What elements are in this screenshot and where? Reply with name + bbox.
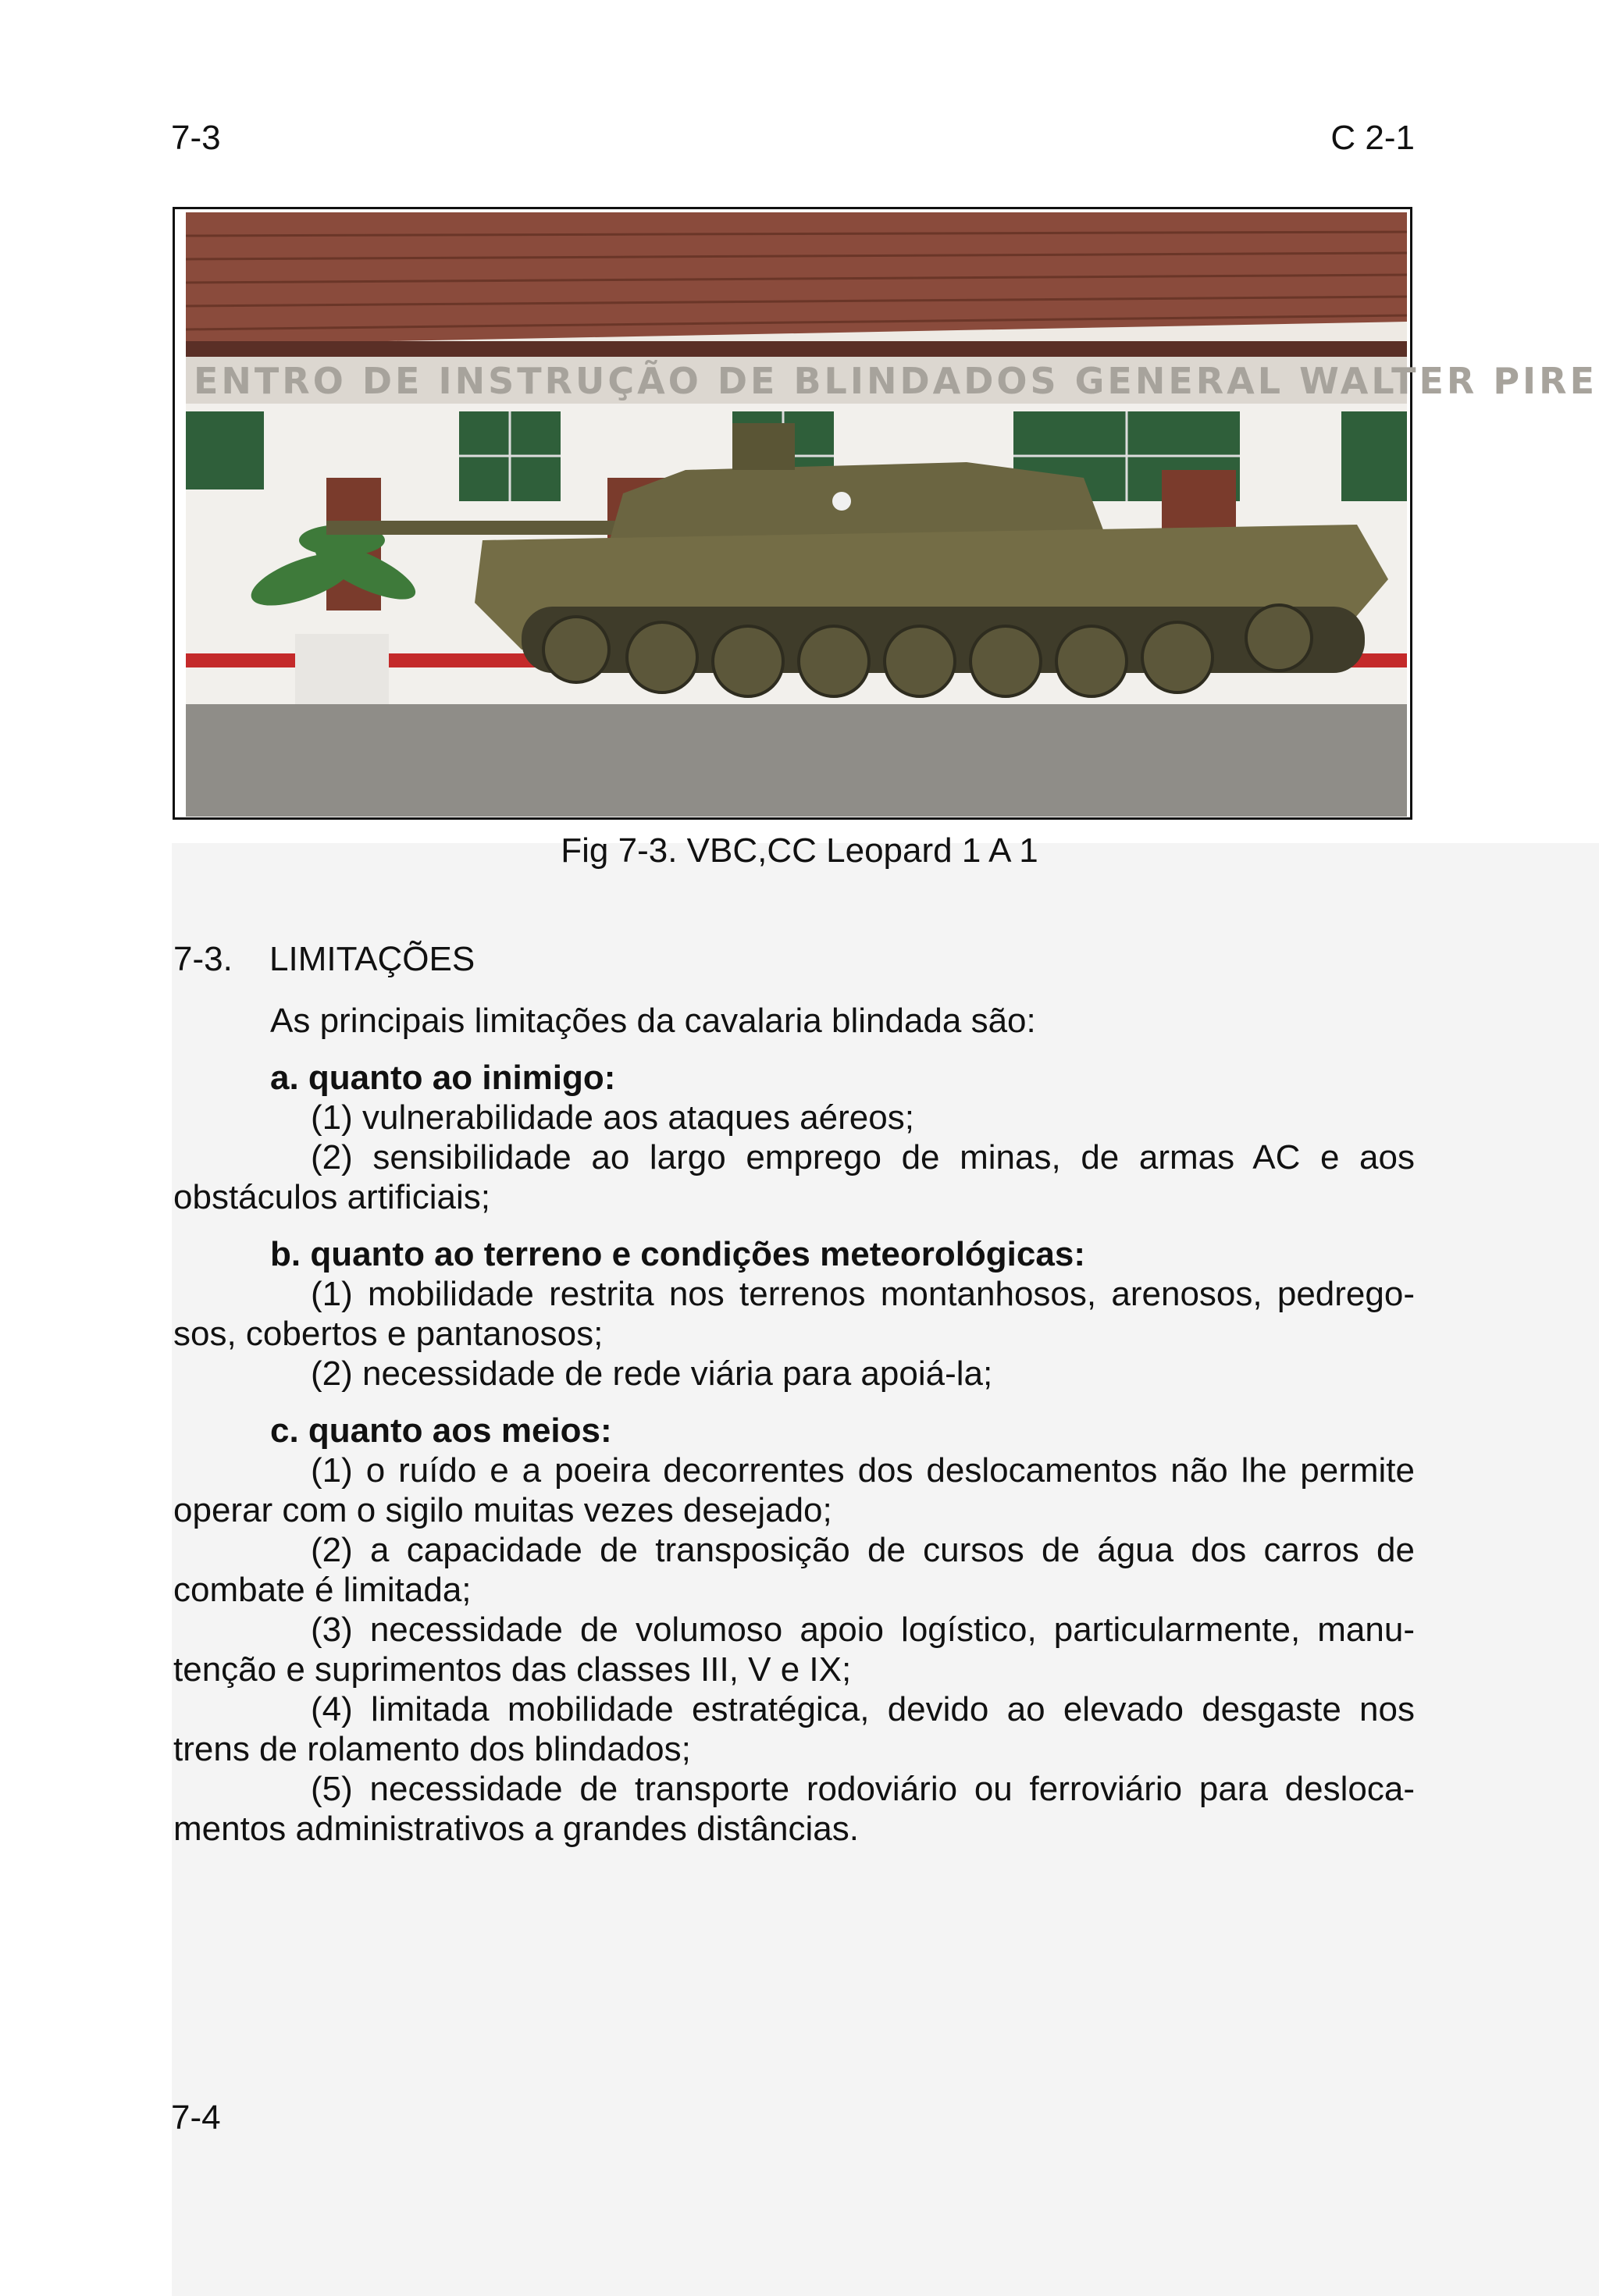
subsection-title: c. quanto aos meios: [270, 1411, 612, 1450]
subsection-c [173, 1411, 1415, 1849]
list-item: (3) necessidade de volumoso apoio logístico, particularmente, manutenção e suprimentos das classes III, V e IX; [173, 1611, 1415, 1689]
section-heading [173, 939, 1415, 979]
list-item: (1) o ruído e a poeira decorrentes dos deslocamentos não lhe permite operar com o sigilo muitas vezes desejado; [173, 1451, 1415, 1529]
list-item: (1) vulnerabilidade aos ataques aéreos; [311, 1098, 914, 1137]
figure-frame [173, 207, 1597, 820]
photo-wall-lettering: ENTRO DE INSTRUÇÃO DE BLINDADOS GENERAL WALTER PIRE [194, 360, 1597, 402]
list-item: (1) mobilidade restrita nos terrenos montanhosos, arenosos, pedregosos, cobertos e pantanosos; [173, 1275, 1415, 1353]
footer-page-number: 7-4 [171, 2098, 221, 2137]
header-left: 7-3 [171, 119, 221, 157]
figure-caption: Fig 7-3. VBC,CC Leopard 1 A 1 [561, 831, 1038, 870]
list-item: (2) necessidade de rede viária para apoiá-la; [311, 1354, 993, 1393]
list-item: (2) sensibilidade ao largo emprego de minas, de armas AC e aos obstáculos artificiais; [173, 1138, 1415, 1216]
section-number: 7-3. [173, 940, 233, 978]
subsection-b [173, 1234, 1415, 1394]
list-item: (5) necessidade de transporte rodoviário ou ferroviário para deslocamentos administrativos a grandes distâncias. [173, 1770, 1415, 1848]
subsection-title: a. quanto ao inimigo: [270, 1059, 616, 1097]
subsection-a [173, 1058, 1415, 1217]
section-body [173, 939, 1415, 1849]
list-item: (2) a capacidade de transposição de cursos de água dos carros de combate é limitada; [173, 1531, 1415, 1609]
header-right: C 2-1 [1330, 119, 1415, 157]
subsection-title: b. quanto ao terreno e condições meteorológicas: [270, 1235, 1085, 1273]
section-intro: As principais limitações da cavalaria blindada são: [270, 1002, 1036, 1040]
section-title: LIMITAÇÕES [269, 940, 475, 978]
list-item: (4) limitada mobilidade estratégica, devido ao elevado desgaste nos trens de rolamento dos blindados; [173, 1690, 1415, 1768]
tank-photo [186, 212, 1597, 817]
